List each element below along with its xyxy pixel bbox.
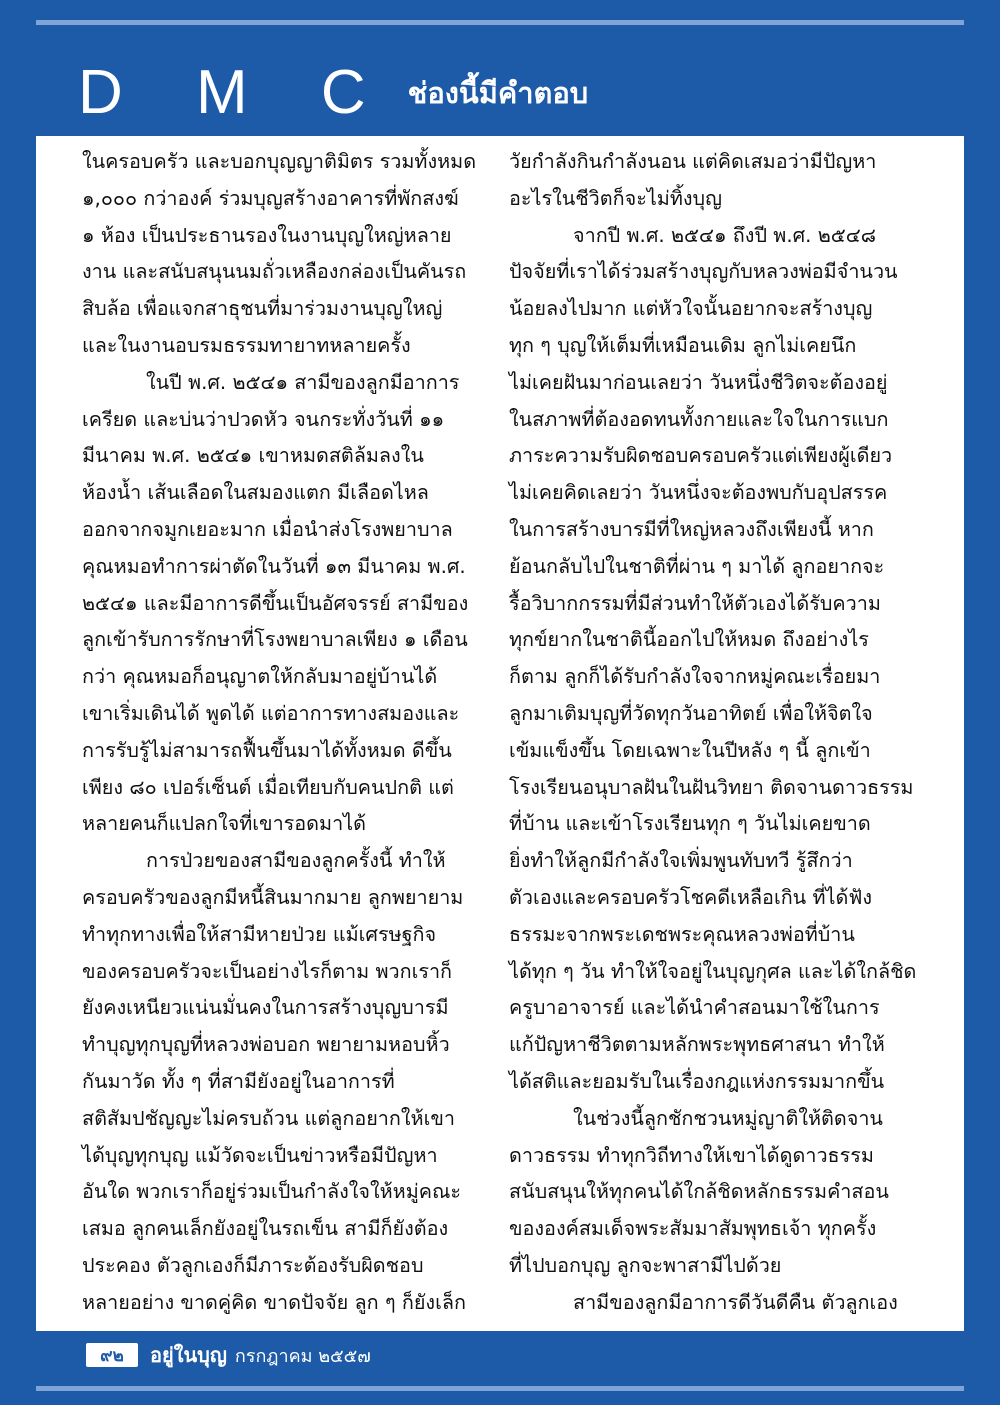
article-line: ไม่เคยฝันมาก่อนเลยว่า วันหนึ่งชีวิตจะต้องอยู่	[509, 370, 888, 394]
article-line: วัยกำลังกินกำลังนอน แต่คิดเสมอว่ามีปัญหา	[509, 150, 877, 173]
article-line: การป่วยของสามีของลูกครั้งนี้ ทำให้	[146, 849, 446, 873]
magazine-title: อยู่ในบุญ	[150, 1343, 227, 1367]
article-line: คุณหมอทำการผ่าตัดในวันที่ ๑๓ มีนาคม พ.ศ.	[82, 554, 466, 578]
article-line: แก้ปัญหาชีวิตตามหลักพระพุทธศาสนา ทำให้	[509, 1033, 885, 1057]
article-line: ในช่วงนี้ลูกชักชวนหมู่ญาติให้ติดจาน	[573, 1106, 883, 1130]
article-line: ที่ไปบอกบุญ ลูกจะพาสามีไปด้วย	[509, 1253, 782, 1277]
article-line: ไม่เคยคิดเลยว่า วันหนึ่งจะต้องพบกับอุปสรรค	[509, 481, 888, 505]
article-line: ลูกมาเติมบุญที่วัดทุกวันอาทิตย์ เพื่อให้จิตใจ	[509, 701, 873, 725]
article-line: ทำบุญทุกบุญที่หลวงพ่อบอก พยายามหอบหิ้ว	[82, 1033, 450, 1057]
article-line: ลูกเข้ารับการรักษาที่โรงพยาบาลเพียง ๑ เดือน	[82, 628, 468, 652]
article-line: ครอบครัวของลูกมีหนี้สินมากมาย ลูกพยายาม	[82, 885, 464, 909]
article-page	[36, 136, 964, 1331]
article-line: รื้อวิบากกรรมที่มีส่วนทำให้ตัวเองได้รับความ	[509, 591, 881, 615]
article-line: เสมอ ลูกคนเล็กยังอยู่ในรถเข็น สามีก็ยังต้อง	[82, 1217, 449, 1241]
article-line: กว่า คุณหมอก็อนุญาตให้กลับมาอยู่บ้านได้	[82, 665, 438, 689]
article-line: ๑ ห้อง เป็นประธานรองในงานบุญใหญ่หลาย	[82, 223, 452, 247]
article-line: จากปี พ.ศ. ๒๕๔๑ ถึงปี พ.ศ. ๒๕๔๘	[573, 223, 876, 247]
article-line: ของครอบครัวจะเป็นอย่างไรก็ตาม พวกเราก็	[82, 959, 453, 983]
article-line: และในงานอบรมธรรมทายาทหลายครั้ง	[82, 333, 411, 357]
article-line: สิบล้อ เพื่อแจกสาธุชนที่มาร่วมงานบุญใหญ่	[82, 297, 443, 321]
article-line: ย้อนกลับไปในชาติที่ผ่าน ๆ มาได้ ลูกอยากจะ	[509, 554, 885, 578]
article-line: มีนาคม พ.ศ. ๒๕๔๑ เขาหมดสติล้มลงใน	[82, 444, 424, 468]
article-line: ในปี พ.ศ. ๒๕๔๑ สามีของลูกมีอาการ	[146, 370, 460, 394]
brand-logo: D M C	[78, 58, 394, 127]
article-line: กันมาวัด ทั้ง ๆ ที่สามียังอยู่ในอาการที่	[82, 1069, 395, 1093]
article-line: ในการสร้างบารมีที่ใหญ่หลวงถึงเพียงนี้ หาก	[509, 517, 874, 541]
article-line: ในสภาพที่ต้องอดทนทั้งกายและใจในการแบก	[509, 407, 889, 431]
article-line: ตัวเองและครอบครัวโชคดีเหลือเกิน ที่ได้ฟัง	[509, 885, 872, 909]
article-line: ในครอบครัว และบอกบุญญาติมิตร รวมทั้งหมด	[82, 150, 477, 173]
article-line: ที่บ้าน และเข้าโรงเรียนทุก ๆ วันไม่เคยขาด	[509, 812, 871, 836]
article-line: ๑,๐๐๐ กว่าองค์ ร่วมบุญสร้างอาคารที่พักสงฆ์	[82, 186, 459, 210]
top-rule	[36, 20, 964, 25]
article-line: ทำทุกทางเพื่อให้สามีหายป่วย แม้เศรษฐกิจ	[82, 922, 437, 946]
article-line: ทุก ๆ บุญให้เต็มที่เหมือนเดิม ลูกไม่เคยนึก	[509, 333, 857, 357]
issue-date: กรกฎาคม ๒๕๕๗	[234, 1345, 371, 1367]
article-line: ครูบาอาจารย์ และได้นำคำสอนมาใช้ในการ	[509, 996, 880, 1020]
page-number: ๙๒	[86, 1343, 138, 1367]
article-line: สามีของลูกมีอาการดีวันดีคืน ตัวลูกเอง	[573, 1290, 898, 1314]
article-line: ๒๕๔๑ และมีอาการดีขึ้นเป็นอัศจรรย์ สามีของ	[82, 591, 469, 615]
article-line: น้อยลงไปมาก แต่หัวใจนั้นอยากจะสร้างบุญ	[509, 297, 873, 321]
right-column	[509, 144, 917, 1322]
article-line: ยิ่งทำให้ลูกมีกำลังใจเพิ่มพูนทับทวี รู้สึกว่า	[509, 849, 853, 873]
article-line: สนับสนุนให้ทุกคนได้ใกล้ชิดหลักธรรมคำสอน	[509, 1180, 889, 1204]
article-line: ขององค์สมเด็จพระสัมมาสัมพุทธเจ้า ทุกครั้ง	[509, 1217, 877, 1241]
article-line: อันใด พวกเราก็อยู่ร่วมเป็นกำลังใจให้หมู่คณะ	[82, 1180, 461, 1204]
article-line: ประคอง ตัวลูกเองก็มีภาระต้องรับผิดชอบ	[82, 1253, 424, 1277]
article-line: ได้สติและยอมรับในเรื่องกฎแห่งกรรมมากขึ้น	[509, 1069, 885, 1093]
article-line: ได้ทุก ๆ วัน ทำให้ใจอยู่ในบุญกุศล และได้ใกล้ชิด	[509, 959, 917, 983]
article-line: ทุกข์ยากในชาตินี้ออกไปให้หมด ถึงอย่างไร	[509, 628, 869, 652]
article-line: โรงเรียนอนุบาลฝันในฝันวิทยา ติดจานดาวธรรม	[509, 775, 914, 799]
article-line: ธรรมะจากพระเดชพระคุณหลวงพ่อที่บ้าน	[509, 922, 855, 946]
article-line: เพียง ๘๐ เปอร์เซ็นต์ เมื่อเทียบกับคนปกติ แต่	[82, 775, 454, 799]
article-line: ปัจจัยที่เราได้ร่วมสร้างบุญกับหลวงพ่อมีจำนวน	[509, 260, 898, 284]
article-line: ก็ตาม ลูกก็ได้รับกำลังใจจากหมู่คณะเรื่อยมา	[509, 665, 881, 689]
article-line: เครียด และบ่นว่าปวดหัว จนกระทั่งวันที่ ๑๑	[82, 407, 445, 431]
article-line: การรับรู้ไม่สามารถฟื้นขึ้นมาได้ทั้งหมด ดีขึ้น	[82, 738, 452, 762]
header	[78, 52, 589, 127]
article-line: ออกจากจมูกเยอะมาก เมื่อนำส่งโรงพยาบาล	[82, 517, 453, 541]
bottom-rule	[36, 1386, 964, 1391]
article-line: หลายคนก็แปลกใจที่เขารอดมาได้	[82, 812, 366, 836]
left-column	[82, 144, 478, 1322]
article-line: หลายอย่าง ขาดคู่คิด ขาดปัจจัย ลูก ๆ ก็ยังเล็ก	[82, 1290, 466, 1314]
article-line: ห้องน้ำ เส้นเลือดในสมองแตก มีเลือดไหล	[82, 481, 429, 505]
article-line: งาน และสนับสนุนนมถั่วเหลืองกล่องเป็นคันรถ	[82, 260, 467, 284]
footer	[86, 1341, 371, 1369]
article-line: ได้บุญทุกบุญ แม้วัดจะเป็นข่าวหรือมีปัญหา	[82, 1143, 438, 1167]
article-line: ยังคงเหนียวแน่นมั่นคงในการสร้างบุญบารมี	[82, 996, 449, 1020]
article-line: สติสัมปชัญญะไม่ครบถ้วน แต่ลูกอยากให้เขา	[82, 1106, 455, 1130]
article-line: เข้มแข็งขึ้น โดยเฉพาะในปีหลัง ๆ นี้ ลูกเข้า	[509, 738, 871, 762]
article-line: เขาเริ่มเดินได้ พูดได้ แต่อาการทางสมองและ	[82, 701, 460, 725]
article-line: ดาวธรรม ทำทุกวิถีทางให้เขาได้ดูดาวธรรม	[509, 1143, 874, 1167]
article-line: อะไรในชีวิตก็จะไม่ทิ้งบุญ	[509, 186, 722, 210]
section-title: ช่องนี้มีคำตอบ	[407, 76, 589, 110]
article-line: ภาระความรับผิดชอบครอบครัวแต่เพียงผู้เดียว	[509, 444, 893, 468]
